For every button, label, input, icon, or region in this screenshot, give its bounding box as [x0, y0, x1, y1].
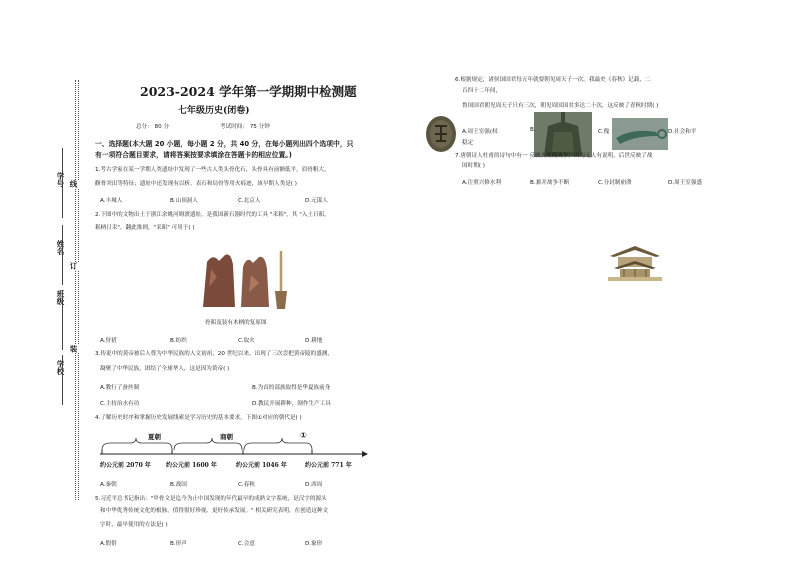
q1-text-1: 1.考古学家在某一学期人类遗址中发现了一些古人类头骨化石，头骨具有前额低平，眉骨粗大，	[95, 167, 330, 173]
timeline-date-1: 约公元前 2070 年	[100, 462, 151, 469]
q3-text-2: 凝聚了中华民族，团结了全球华人，这是因为黄帝( )	[100, 366, 230, 372]
timeline-label-shang: 商朝	[220, 433, 233, 441]
name-underline[interactable]	[62, 225, 64, 285]
timeline	[100, 430, 370, 470]
q6-option-a-2: 稳定	[462, 140, 474, 146]
ant-nose-coin-image	[424, 114, 458, 154]
q6-text-3: 鲁国国君朝见周天子只有三次，朝见周国国君多达二十次，这反映了青秋时期( )	[462, 103, 659, 109]
q6-option-b[interactable]: B.	[530, 127, 536, 133]
q5-text-3: 字时，最早使用的方法是( )	[100, 522, 168, 528]
timeline-label-xia: 夏朝	[148, 433, 161, 441]
q1-option-b[interactable]: B.山顶洞人	[170, 198, 198, 204]
q1-text-2: 颧骨突出等特征；遗址中还发现有以析，表石和局骨等用火痕迹，该早期人类是( )	[95, 181, 297, 187]
knife-coin-image	[612, 118, 668, 150]
spade-coin-image	[534, 112, 592, 157]
q5-option-c[interactable]: C.会意	[238, 541, 255, 547]
q2-option-a[interactable]: A.狩猎	[100, 338, 117, 344]
q6-option-c[interactable]: C.傀	[598, 129, 610, 135]
q7-option-c[interactable]: C.分封制崩溃	[598, 180, 632, 186]
q3-text-1: 3.传说中的黄帝被后人尊为中华民族的人文初祖，20 世纪以来，出现了三次尝把黄帝陵的盛测，	[95, 351, 333, 357]
class-underline[interactable]	[62, 290, 64, 350]
q4-option-a[interactable]: A.秦朝	[100, 482, 117, 488]
q3-option-c[interactable]: C.主持治水有功	[100, 401, 140, 407]
section1-heading-2: 有一项符合题目要求，请将答案按要求填涂在答题卡的相应位置。)	[95, 151, 292, 159]
exam-title: 2023-2024 学年第一学期期中检测题	[140, 84, 357, 99]
q5-option-d[interactable]: D.象形	[305, 541, 323, 547]
q2-option-d[interactable]: D.耕地	[305, 338, 323, 344]
label-student-id: 学号	[56, 172, 65, 187]
school-underline[interactable]	[62, 355, 64, 405]
q4-option-b[interactable]: B.战国	[170, 482, 187, 488]
timeline-date-4: 约公元前 771 年	[305, 462, 352, 469]
q7-text-1: 7.唐朝诗人杜甫的诗句中有一 反映大规模战争，因为无人有说明，后世反映了战	[455, 153, 653, 159]
mark-ding: 订	[69, 262, 78, 270]
q2-option-b[interactable]: B.纺织	[170, 338, 187, 344]
q6-option-d[interactable]: D.社会和平	[668, 129, 697, 135]
binding-dotted-line	[75, 80, 76, 500]
student-id-underline[interactable]	[62, 148, 64, 218]
q4-option-d[interactable]: D.西周	[305, 482, 323, 488]
label-class: 班级	[56, 290, 65, 305]
q7-option-a[interactable]: A.注重兴修水利	[462, 180, 502, 186]
q4-text-1: 4.了解历史时序和掌握历史发展线索是学习历史的基本要求。下图①对应的朝代是( )	[95, 415, 302, 421]
timeline-date-3: 约公元前 1046 年	[236, 462, 287, 469]
q7-option-b[interactable]: B.兼并战争不断	[530, 180, 570, 186]
q3-option-a[interactable]: A.教行了蚕丝制	[100, 385, 140, 391]
q6-option-a[interactable]: A.周王室强(权	[462, 129, 498, 135]
q7-text-2: 国时期( )	[462, 163, 485, 169]
bone-spade-image	[195, 247, 295, 312]
label-school: 学校	[56, 360, 65, 375]
palace-building-image	[606, 244, 664, 282]
mark-zhuang: 装	[69, 345, 78, 353]
q1-option-c[interactable]: C.北京人	[238, 198, 261, 204]
total-score: 总分： 80 分	[136, 124, 170, 130]
label-name: 姓名	[56, 240, 65, 255]
q6-text-1: 6.根据规定，诸侯国国君每五年就要朝见周天子一次。我最史《春秋》记载，二	[455, 77, 651, 83]
mark-xian: 线	[69, 180, 78, 188]
q1-option-a[interactable]: A.丰城人	[100, 198, 123, 204]
section1-heading: 一、选择题(本大题 20 小题，每小题 2 分，共 40 分，在每小题列出四个选项中，只	[95, 140, 354, 148]
q2-text-1: 2.下图中的文物出土于浙江余姚河姆渡遗址，是我国新石器时代的工具 "耒耜"，其 "入土日耜，	[95, 212, 330, 218]
timeline-date-2: 约公元前 1600 年	[166, 462, 217, 469]
exam-subtitle: 七年级历史(闭卷)	[178, 106, 250, 116]
q5-text-2: 和中华优秀传统文化的根脉，值得很好珍视、更好传承发展。" 相关研究表明，在创造这种文	[100, 508, 329, 514]
q5-option-b[interactable]: B.形声	[170, 541, 187, 547]
q1-option-d[interactable]: D.元谋人	[305, 198, 328, 204]
q7-option-d[interactable]: D.周王室强盛	[668, 180, 703, 186]
q3-option-b[interactable]: B.为首的部族取得是华夏族前身	[252, 385, 331, 391]
q4-option-c[interactable]: C.春秋	[238, 482, 255, 488]
q2-text-2: 耜柄日耒"，翻此推则，"耒耜" 可用于( )	[95, 225, 195, 231]
q6-text-2: 百四十二年间，	[462, 88, 502, 94]
q2-option-c[interactable]: C.取火	[238, 338, 255, 344]
q3-option-d[interactable]: D.教民开展耕种，制作生产工具	[252, 401, 331, 407]
q5-option-a[interactable]: A.假借	[100, 541, 117, 547]
binding-dotted-line-2	[78, 80, 79, 500]
q2-image-caption: 骨耜及装有木柄的复原图	[205, 320, 267, 326]
q5-text-1: 5.习近平总书记指出："甲骨文是迄今为止中国发现的年代最早的成熟文字系统，是汉字的源头	[95, 496, 327, 502]
timeline-label-circled-1: ①	[300, 431, 307, 440]
exam-time: 考试时间： 75 分钟	[220, 124, 270, 130]
